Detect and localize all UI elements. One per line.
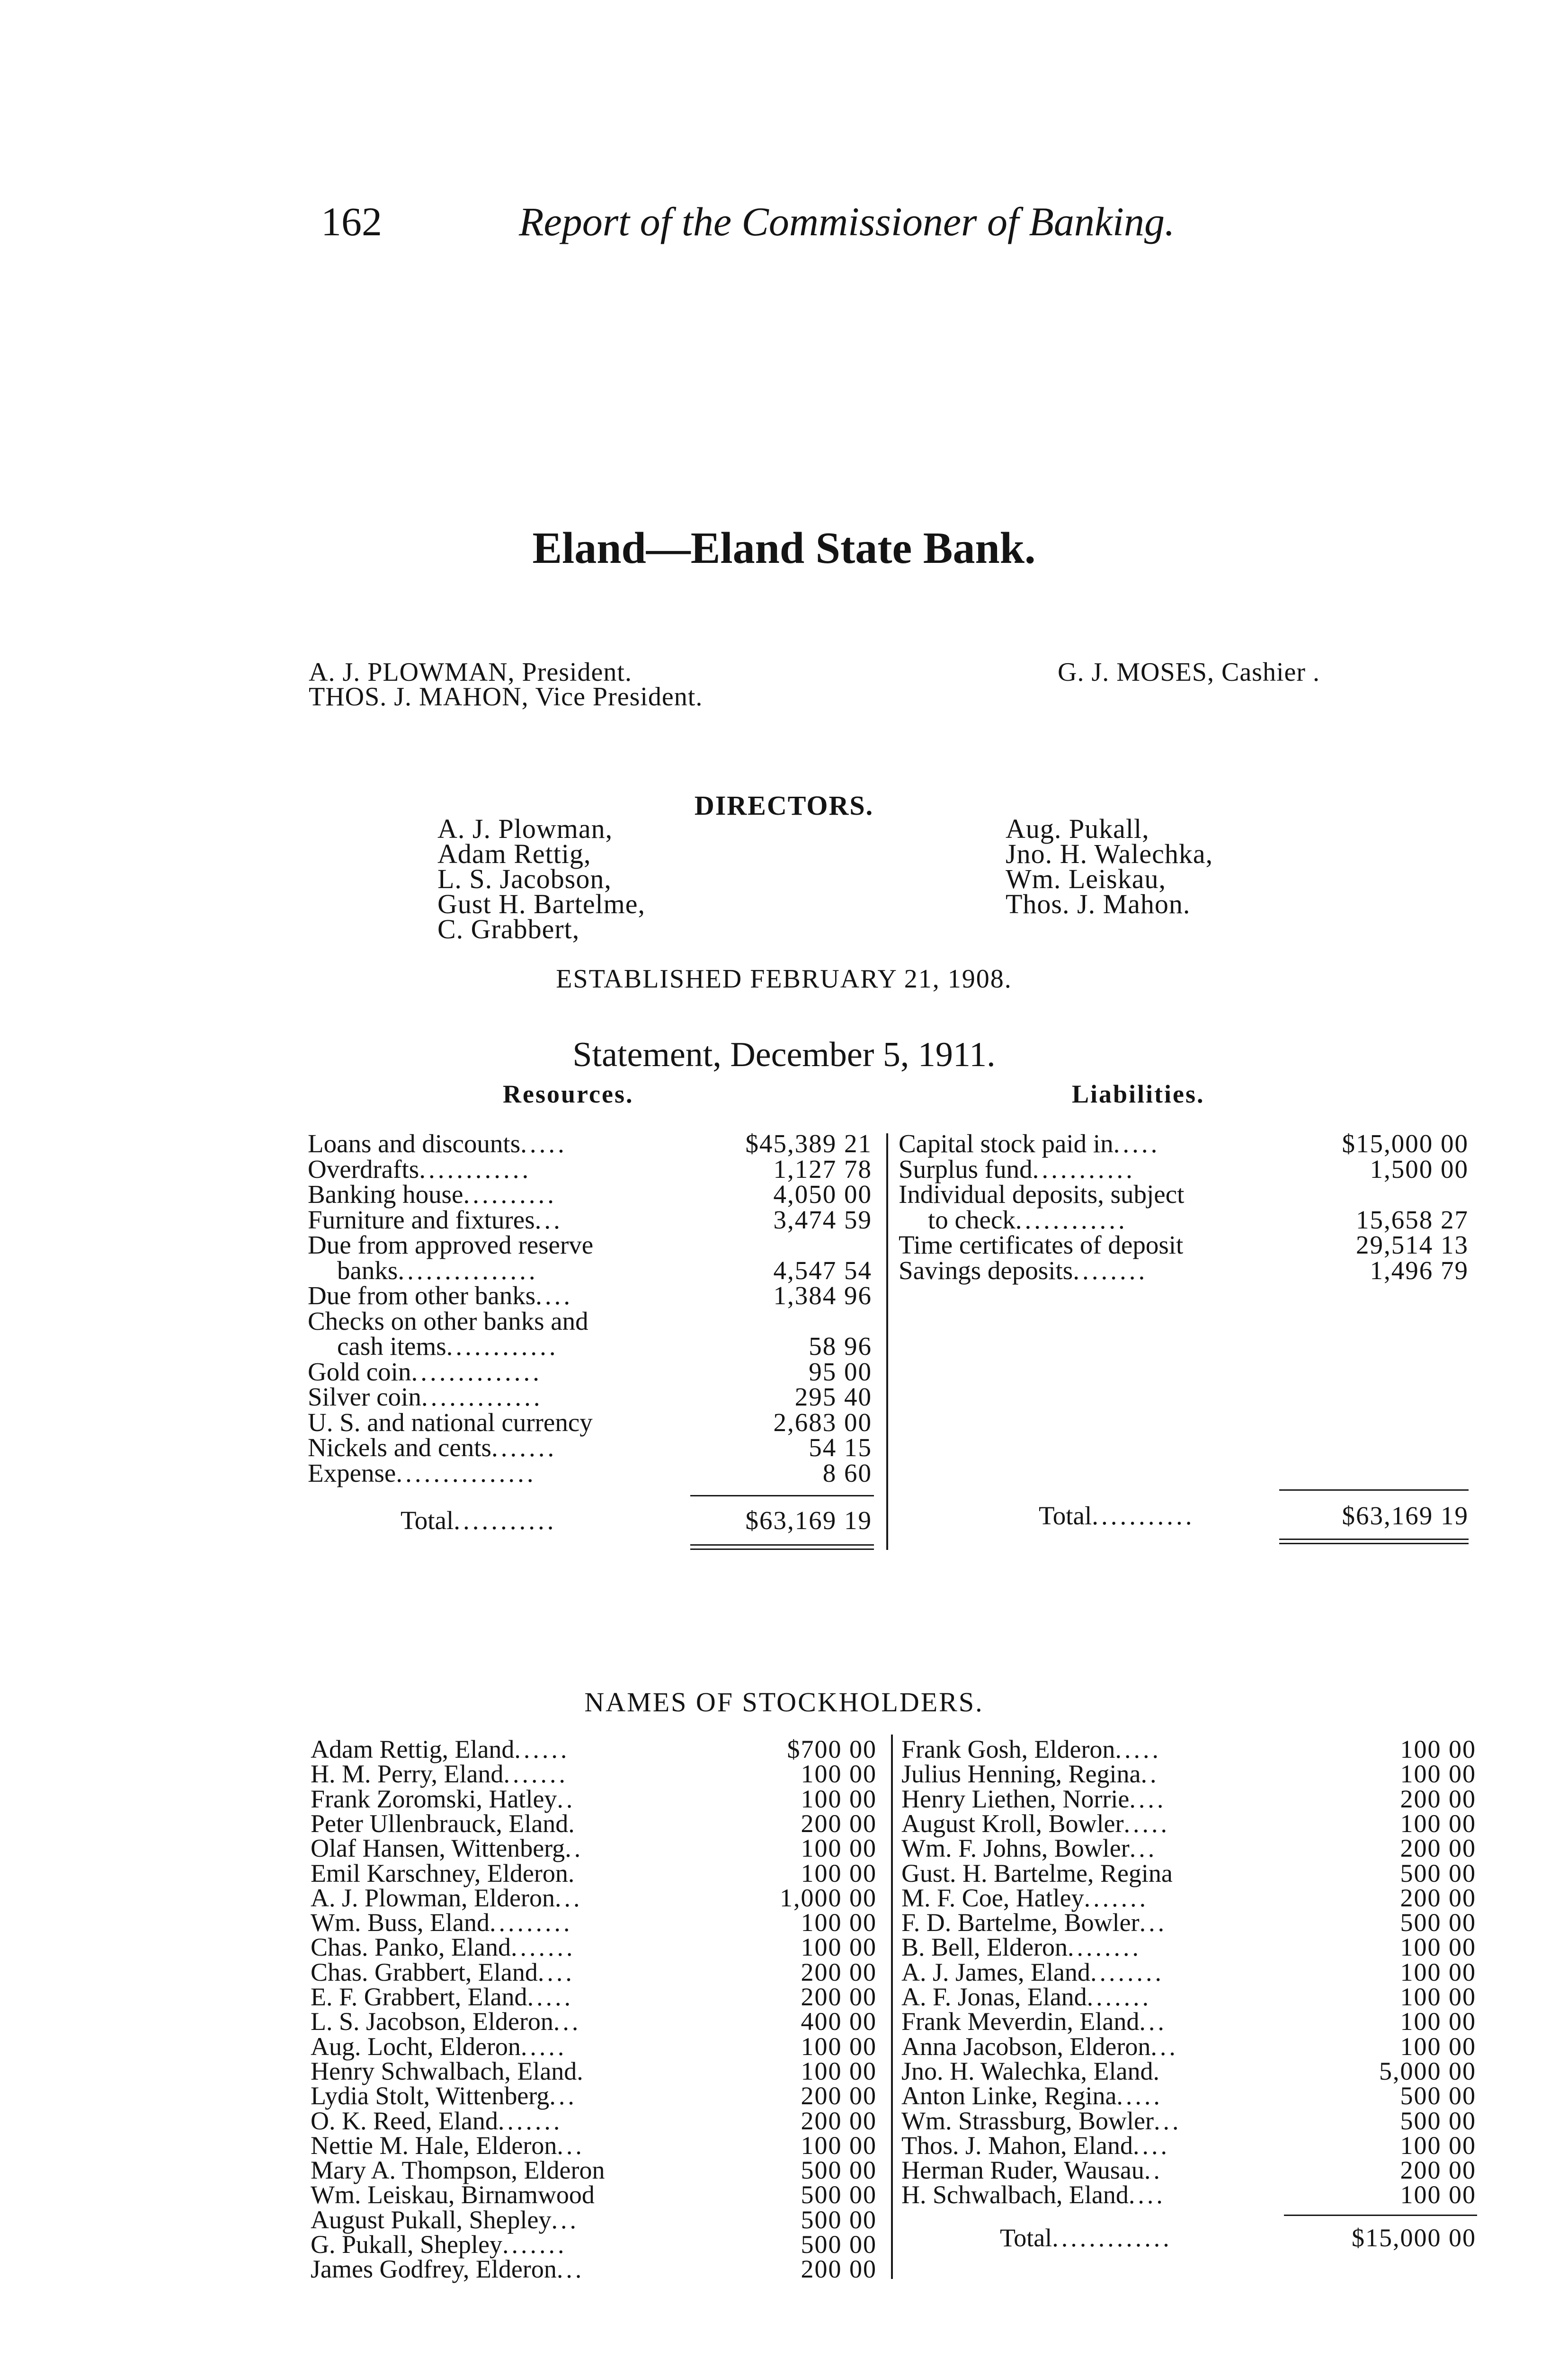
- leader-dots: ...........: [1092, 1501, 1195, 1530]
- row-label-text: August Pukall, Shepley: [311, 2205, 552, 2234]
- row-amount: 100 00: [1400, 2032, 1476, 2061]
- row-amount: 100 00: [1400, 1933, 1476, 1962]
- row-label-wrapper: [899, 1255, 1148, 1285]
- liabilities-total-rule: [1279, 1489, 1469, 1491]
- row-label-text: Individual deposits, subject: [899, 1180, 1185, 1209]
- row-label-text: Wm. Buss, Eland: [311, 1908, 490, 1937]
- stockholders-heading: NAMES OF STOCKHOLDERS.: [584, 1687, 984, 1717]
- row-label-text: Wm. Strassburg, Bowler: [901, 2106, 1154, 2135]
- row-label-text: Lydia Stolt, Wittenberg: [311, 2082, 550, 2110]
- statement-title: Statement, December 5, 1911.: [572, 1035, 996, 1074]
- row-amount: 100 00: [1400, 1735, 1476, 1763]
- leader-dots: ........: [1067, 1933, 1141, 1962]
- row-label-text: Gold coin: [308, 1357, 411, 1386]
- row-label-text: Olaf Hansen, Wittenberg: [311, 1834, 565, 1863]
- row-label-text: A. F. Jonas, Eland: [901, 1983, 1087, 2011]
- row-label-text: E. F. Grabbert, Eland: [311, 1983, 527, 2011]
- row-label-text: James Godfrey, Elderon: [311, 2255, 557, 2284]
- row-label-text: Frank Meverdin, Eland: [901, 2007, 1140, 2036]
- row-label-text: A. J. Plowman, Elderon: [311, 1883, 555, 1912]
- row-label-text: Peter Ullenbrauck, Eland.: [311, 1809, 575, 1838]
- row-amount: 100 00: [801, 1933, 877, 1962]
- row-amount: 500 00: [801, 2156, 877, 2185]
- leader-dots: .....: [1115, 1735, 1161, 1763]
- leader-dots: ...: [1129, 1834, 1158, 1863]
- leader-dots: .......: [491, 1433, 557, 1462]
- row-label-text: Savings deposits: [899, 1255, 1073, 1285]
- leader-dots: ..........: [463, 1180, 557, 1209]
- leader-dots: .......: [503, 1760, 568, 1789]
- row-label-text: Thos. J. Mahon, Eland: [901, 2131, 1133, 2160]
- stockholders-column-divider: [891, 1735, 893, 2279]
- row-label-text: Wm. Leiskau, Birnamwood: [311, 2180, 595, 2209]
- row-label-text: Frank Gosh, Elderon: [901, 1735, 1115, 1763]
- running-title: Report of the Commissioner of Banking.: [519, 199, 1175, 244]
- row-label-text: banks: [337, 1255, 398, 1285]
- row-label-wrapper: [401, 1505, 556, 1535]
- row-label-text: August Kroll, Bowler: [901, 1809, 1124, 1838]
- row-label-wrapper: [311, 2254, 584, 2284]
- row-label-text: Herman Ruder, Wausau: [901, 2156, 1144, 2185]
- row-amount: 100 00: [1400, 2180, 1476, 2209]
- director-name: Thos. J. Mahon.: [1006, 889, 1191, 919]
- row-label-text: Mary A. Thompson, Elderon: [311, 2156, 605, 2185]
- leader-dots: ..............: [411, 1357, 542, 1386]
- resources-total-double-rule: [690, 1544, 874, 1550]
- row-amount: 200 00: [801, 1809, 877, 1838]
- leader-dots: .....: [520, 2032, 567, 2061]
- row-amount: 100 00: [1400, 2131, 1476, 2160]
- director-name: C. Grabbert,: [437, 914, 580, 944]
- row-amount: 100 00: [1400, 1958, 1476, 1986]
- statement-column-divider: [886, 1133, 888, 1550]
- row-amount: 200 00: [801, 1958, 877, 1986]
- leader-dots: ...: [549, 2082, 577, 2110]
- row-amount: 1,496 79: [1370, 1255, 1469, 1285]
- leader-dots: ...: [556, 2255, 585, 2284]
- leader-dots: .....: [1116, 2082, 1163, 2110]
- resources-heading: Resources.: [503, 1080, 634, 1108]
- leader-dots: ............: [446, 1332, 559, 1361]
- row-amount: 500 00: [1400, 1859, 1476, 1887]
- row-label-text: Jno. H. Walechka, Eland.: [901, 2056, 1160, 2085]
- leader-dots: ........: [1090, 1958, 1164, 1986]
- row-amount: 400 00: [801, 2007, 877, 2036]
- row-amount: 100 00: [801, 1859, 877, 1887]
- row-amount: 5,000 00: [1379, 2056, 1476, 2085]
- leader-dots: ..: [565, 1834, 584, 1863]
- established-date: ESTABLISHED FEBRUARY 21, 1908.: [556, 964, 1012, 994]
- leader-dots: ...: [1139, 1908, 1167, 1937]
- leader-dots: ..: [1144, 2156, 1163, 2185]
- leader-dots: ..: [557, 1784, 576, 1813]
- row-amount: 200 00: [801, 2255, 877, 2284]
- row-amount: $63,169 19: [1342, 1501, 1469, 1530]
- row-label-text: L. S. Jacobson, Elderon: [311, 2007, 553, 2036]
- row-label-text: Total: [1039, 1501, 1092, 1530]
- row-amount: $15,000 00: [1342, 1129, 1469, 1158]
- row-amount: 500 00: [801, 2180, 877, 2209]
- row-amount: 200 00: [1400, 1784, 1476, 1813]
- liabilities-total-double-rule: [1279, 1539, 1469, 1544]
- leader-dots: .........: [489, 1908, 573, 1937]
- row-amount: 3,474 59: [773, 1205, 872, 1234]
- row-label-text: Time certificates of deposit: [899, 1230, 1184, 1259]
- row-amount: 100 00: [801, 1760, 877, 1789]
- officer-cashier: G. J. MOSES, Cashier .: [1058, 658, 1320, 687]
- row-amount: 200 00: [801, 2082, 877, 2110]
- director-name: Jno. H. Walechka,: [1006, 838, 1213, 869]
- directors-right-column: [1006, 813, 1213, 919]
- officer-vice-president: THOS. J. MAHON, Vice President.: [309, 682, 703, 712]
- row-amount: 15,658 27: [1356, 1205, 1469, 1234]
- leader-dots: ........: [1073, 1255, 1148, 1285]
- row-label-text: Nettie M. Hale, Elderon: [311, 2131, 557, 2160]
- row-label-text: Due from approved reserve: [308, 1230, 594, 1259]
- row-amount: 100 00: [1400, 1983, 1476, 2011]
- leader-dots: ...: [1153, 2106, 1182, 2135]
- row-amount: 200 00: [801, 1983, 877, 2011]
- row-label-text: Henry Liethen, Norrie: [901, 1784, 1130, 1813]
- row-amount: 29,514 13: [1356, 1230, 1469, 1259]
- row-label-text: Surplus fund: [899, 1154, 1033, 1184]
- row-amount: 100 00: [801, 1784, 877, 1813]
- row-label-text: Anton Linke, Regina: [901, 2082, 1117, 2110]
- leader-dots: .......: [502, 2230, 567, 2259]
- row-label-text: Julius Henning, Regina: [901, 1760, 1141, 1789]
- row-label-text: Emil Karschney, Elderon.: [311, 1859, 575, 1887]
- row-amount: 100 00: [1400, 1760, 1476, 1789]
- leader-dots: ....: [1132, 2131, 1170, 2160]
- leader-dots: .....: [1113, 1129, 1160, 1158]
- row-amount: $63,169 19: [745, 1506, 872, 1535]
- leader-dots: .............: [421, 1382, 543, 1411]
- row-amount: 4,050 00: [773, 1180, 872, 1209]
- row-amount: 295 40: [794, 1382, 872, 1411]
- row-amount: 100 00: [801, 2131, 877, 2160]
- leader-dots: .......: [1084, 1883, 1149, 1912]
- row-label-text: Banking house: [308, 1180, 463, 1209]
- leader-dots: .....: [1123, 1809, 1170, 1838]
- row-label-text: G. Pukall, Shepley: [311, 2230, 502, 2259]
- row-amount: 500 00: [1400, 1908, 1476, 1937]
- row-label-text: F. D. Bartelme, Bowler: [901, 1908, 1140, 1937]
- row-amount: 200 00: [1400, 1834, 1476, 1863]
- row-amount: 95 00: [809, 1357, 872, 1386]
- row-label-text: Loans and discounts: [308, 1129, 521, 1158]
- leader-dots: .......: [510, 1933, 576, 1962]
- row-amount: 100 00: [801, 2032, 877, 2061]
- row-label-text: Gust. H. Bartelme, Regina: [901, 1859, 1173, 1887]
- row-label-text: Total: [1000, 2224, 1052, 2252]
- row-amount: 100 00: [801, 1908, 877, 1937]
- leader-dots: ............: [1015, 1205, 1128, 1234]
- row-amount: 8 60: [822, 1458, 872, 1487]
- row-amount: 58 96: [809, 1332, 872, 1361]
- leader-dots: ...: [551, 2205, 579, 2234]
- leader-dots: ...........: [454, 1506, 557, 1535]
- leader-dots: ....: [1129, 1784, 1167, 1813]
- row-label-wrapper: [308, 1458, 536, 1488]
- row-amount: 200 00: [1400, 1883, 1476, 1912]
- row-amount: 100 00: [801, 1834, 877, 1863]
- row-label-text: to check: [928, 1205, 1016, 1234]
- row-label-text: Checks on other banks and: [308, 1306, 588, 1335]
- leader-dots: .......: [498, 2106, 563, 2135]
- row-label-wrapper: [1000, 2223, 1172, 2252]
- row-amount: 500 00: [801, 2230, 877, 2259]
- director-name: Adam Rettig,: [437, 838, 591, 869]
- row-amount: 200 00: [801, 2106, 877, 2135]
- stockholders-total-rule: [1284, 2215, 1477, 2216]
- row-label-text: Capital stock paid in: [899, 1129, 1114, 1158]
- row-label-text: U. S. and national currency: [308, 1407, 593, 1437]
- row-amount: 54 15: [809, 1433, 872, 1462]
- liabilities-heading: Liabilities.: [1072, 1080, 1205, 1108]
- row-label-text: Furniture and fixtures: [308, 1205, 535, 1234]
- officer-president: A. J. PLOWMAN, President.: [309, 658, 632, 687]
- row-label-text: Wm. F. Johns, Bowler: [901, 1834, 1130, 1863]
- row-label-text: Anna Jacobson, Elderon: [901, 2032, 1151, 2061]
- row-label-wrapper: [1039, 1501, 1194, 1531]
- leader-dots: ....: [535, 1281, 573, 1310]
- row-label-text: Frank Zoromski, Hatley: [311, 1784, 557, 1813]
- directors-left-column: [437, 813, 646, 944]
- leader-dots: .....: [520, 1129, 567, 1158]
- leader-dots: ...: [557, 2131, 585, 2160]
- row-amount: 100 00: [1400, 1809, 1476, 1838]
- row-amount: 200 00: [1400, 2156, 1476, 2185]
- leader-dots: ...: [1139, 2007, 1167, 2036]
- leader-dots: ....: [537, 1958, 575, 1986]
- directors-heading: DIRECTORS.: [694, 790, 874, 821]
- row-amount: 1,500 00: [1370, 1154, 1469, 1184]
- row-amount: 1,384 96: [773, 1281, 872, 1310]
- row-amount: 500 00: [1400, 2082, 1476, 2110]
- row-label-text: Henry Schwalbach, Eland.: [311, 2056, 583, 2085]
- row-amount: 2,683 00: [773, 1407, 872, 1437]
- row-amount: 100 00: [1400, 2007, 1476, 2036]
- leader-dots: .....: [527, 1983, 574, 2011]
- row-label-text: Aug. Locht, Elderon: [311, 2032, 521, 2061]
- row-label-text: B. Bell, Elderon: [901, 1933, 1068, 1962]
- leader-dots: .............: [1052, 2224, 1172, 2252]
- row-label-text: H. M. Perry, Eland: [311, 1760, 504, 1789]
- director-name: Gust H. Bartelme,: [437, 889, 646, 919]
- row-label-text: Nickels and cents: [308, 1433, 491, 1462]
- row-label-text: Total: [401, 1506, 454, 1535]
- row-label-text: Adam Rettig, Eland: [311, 1735, 515, 1763]
- leader-dots: ...: [553, 2007, 581, 2036]
- row-amount: $45,389 21: [745, 1129, 872, 1158]
- row-label-text: Due from other banks: [308, 1281, 536, 1310]
- row-amount: $700 00: [787, 1735, 877, 1763]
- leader-dots: ...............: [396, 1458, 536, 1487]
- row-label-text: Chas. Panko, Eland: [311, 1933, 511, 1962]
- leader-dots: ............: [419, 1154, 532, 1184]
- row-label-text: Chas. Grabbert, Eland: [311, 1958, 538, 1986]
- leader-dots: ....: [1128, 2180, 1166, 2209]
- row-amount: $15,000 00: [1352, 2224, 1476, 2252]
- row-label-text: M. F. Coe, Hatley: [901, 1883, 1084, 1912]
- page-number: 162: [321, 199, 382, 244]
- row-label-wrapper: [901, 2180, 1166, 2209]
- leader-dots: .......: [1087, 1983, 1152, 2011]
- row-label-text: Silver coin: [308, 1382, 421, 1411]
- leader-dots: ..: [1140, 1760, 1159, 1789]
- leader-dots: ...........: [1032, 1154, 1135, 1184]
- row-amount: 1,127 78: [773, 1154, 872, 1184]
- row-label-text: Overdrafts: [308, 1154, 419, 1184]
- row-amount: 500 00: [801, 2205, 877, 2234]
- row-label-text: A. J. James, Eland: [901, 1958, 1090, 1986]
- leader-dots: ......: [514, 1735, 570, 1763]
- director-name: Aug. Pukall,: [1006, 813, 1149, 844]
- row-amount: 100 00: [801, 2056, 877, 2085]
- resources-total-rule: [690, 1495, 874, 1496]
- director-name: A. J. Plowman,: [437, 813, 613, 844]
- row-label-text: O. K. Reed, Eland: [311, 2106, 498, 2135]
- leader-dots: ...............: [398, 1255, 538, 1285]
- row-label-text: H. Schwalbach, Eland: [901, 2180, 1129, 2209]
- director-name: L. S. Jacobson,: [437, 863, 612, 894]
- row-label-text: cash items: [337, 1332, 446, 1361]
- leader-dots: ...: [1150, 2032, 1178, 2061]
- bank-title: Eland—Eland State Bank.: [532, 524, 1036, 573]
- leader-dots: ...: [554, 1883, 583, 1912]
- leader-dots: ...: [535, 1205, 563, 1234]
- row-amount: 4,547 54: [773, 1255, 872, 1285]
- row-amount: 500 00: [1400, 2106, 1476, 2135]
- director-name: Wm. Leiskau,: [1006, 863, 1166, 894]
- row-amount: 1,000 00: [780, 1883, 877, 1912]
- row-label-text: Expense: [308, 1458, 396, 1487]
